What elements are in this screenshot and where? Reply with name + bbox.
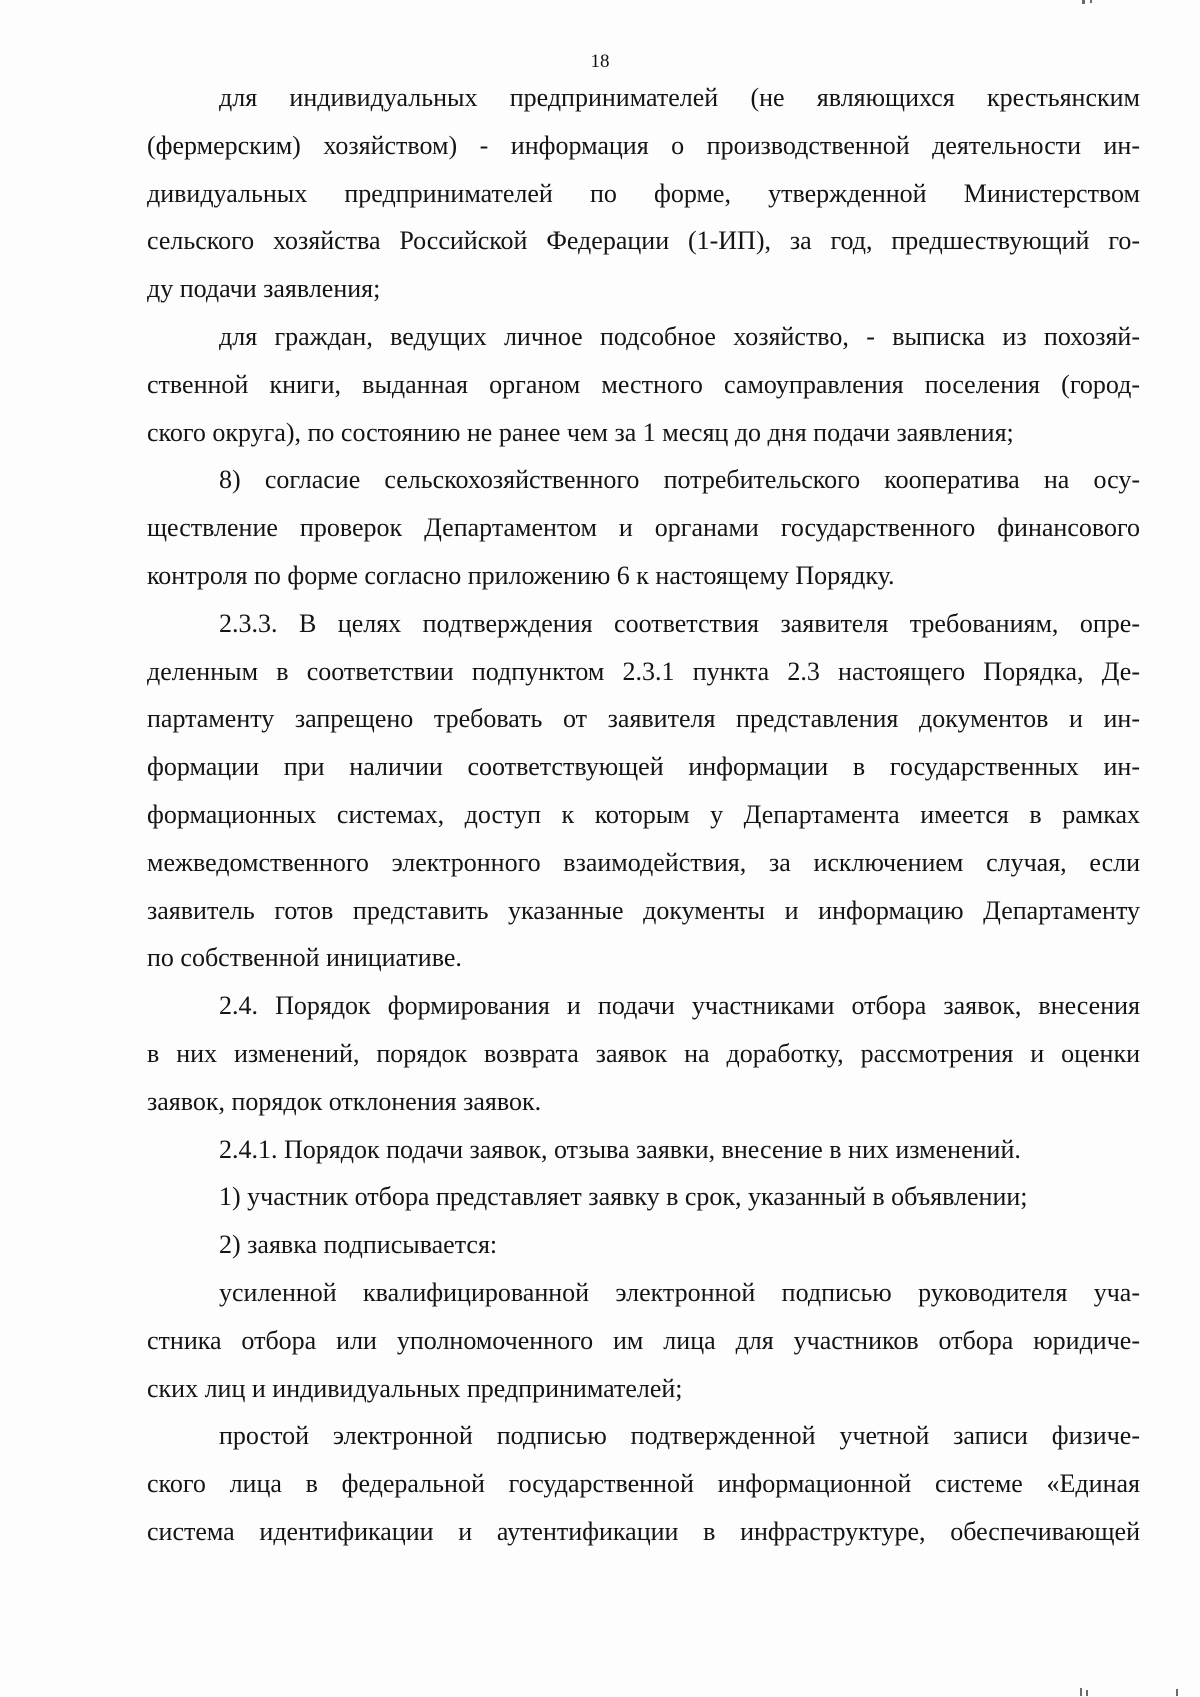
document-body: [147, 74, 1140, 1556]
text-line: сельского хозяйства Российской Федерации (1-ИП), за год, предшествующий го-: [147, 226, 1140, 256]
text-line: 2.3.3. В целях подтверждения соответствия заявителя требованиям, опре-: [219, 608, 1140, 638]
text-line: по собственной инициативе.: [147, 943, 462, 973]
paragraph-item-1: [147, 1173, 1140, 1221]
text-line: 2.4.1. Порядок подачи заявок, отзыва заявки, внесение в них изменений.: [219, 1134, 1021, 1164]
text-line: деленным в соответствии подпунктом 2.3.1 пункта 2.3 настоящего Порядка, Де-: [147, 656, 1140, 686]
paragraph-qualified-signature: [147, 1269, 1140, 1412]
text-line: 1) участник отбора представляет заявку в срок, указанный в объявлении;: [219, 1182, 1028, 1212]
text-line: стника отбора или уполномоченного им лица для участников отбора юридиче-: [147, 1325, 1140, 1355]
text-line: ществление проверок Департаментом и органами государственного финансового: [147, 513, 1140, 543]
scan-mark: [1080, 1688, 1082, 1696]
scan-mark: [1090, 0, 1092, 3]
scan-mark: [1176, 1689, 1178, 1696]
text-line: заявок, порядок отклонения заявок.: [147, 1086, 542, 1116]
text-line: дивидуальных предпринимателей по форме, утвержденной Министерством: [147, 178, 1140, 208]
paragraph-item-2: [147, 1221, 1140, 1269]
text-line: усиленной квалифицированной электронной подписью руководителя уча-: [219, 1277, 1140, 1307]
paragraph-simple-signature: [147, 1412, 1140, 1555]
text-line: ского округа), по состоянию не ранее чем за 1 месяц до дня подачи заявления;: [147, 417, 1014, 447]
paragraph-section-2-4-1: [147, 1126, 1140, 1174]
paragraph-individual-entrepreneurs: [147, 74, 1140, 313]
paragraph-personal-subsidiary-farms: [147, 313, 1140, 456]
text-line: межведомственного электронного взаимодействия, за исключением случая, если: [147, 847, 1140, 877]
text-line: простой электронной подписью подтвержденной учетной записи физиче-: [219, 1421, 1140, 1451]
text-line: формационных системах, доступ к которым у Департамента имеется в рамках: [147, 799, 1140, 829]
page-number: 18: [590, 51, 610, 72]
text-line: ских лиц и индивидуальных предпринимателей;: [147, 1373, 683, 1403]
text-line: формации при наличии соответствующей информации в государственных ин-: [147, 752, 1140, 782]
text-line: система идентификации и аутентификации в инфраструктуре, обеспечивающей: [147, 1516, 1140, 1546]
text-line: ственной книги, выданная органом местного самоуправления поселения (город-: [147, 369, 1140, 399]
text-line: (фермерским) хозяйством) - информация о производственной деятельности ин-: [147, 130, 1140, 160]
paragraph-section-2-4: [147, 982, 1140, 1125]
text-line: для граждан, ведущих личное подсобное хозяйство, - выписка из похозяй-: [219, 321, 1140, 351]
text-line: для индивидуальных предпринимателей (не являющихся крестьянским: [219, 83, 1140, 112]
paragraph-item-8-consent: [147, 456, 1140, 599]
paragraph-section-2-3-3: [147, 600, 1140, 982]
text-line: 2) заявка подписывается:: [219, 1230, 498, 1260]
text-line: 2.4. Порядок формирования и подачи участниками отбора заявок, внесения: [219, 991, 1140, 1021]
text-line: контроля по форме согласно приложению 6 к настоящему Порядку.: [147, 560, 895, 590]
text-line: ского лица в федеральной государственной информационной системе «Единая: [147, 1469, 1140, 1499]
scan-mark: [1082, 0, 1085, 4]
text-line: ду подачи заявления;: [147, 274, 381, 304]
text-line: партаменту запрещено требовать от заявителя представления документов и ин-: [147, 704, 1140, 734]
text-line: в них изменений, порядок возврата заявок на доработку, рассмотрения и оценки: [147, 1038, 1140, 1068]
text-line: заявитель готов представить указанные документы и информацию Департаменту: [147, 895, 1140, 925]
text-line: 8) согласие сельскохозяйственного потребительского кооператива на осу-: [219, 465, 1140, 495]
scan-mark: [1086, 1690, 1088, 1696]
